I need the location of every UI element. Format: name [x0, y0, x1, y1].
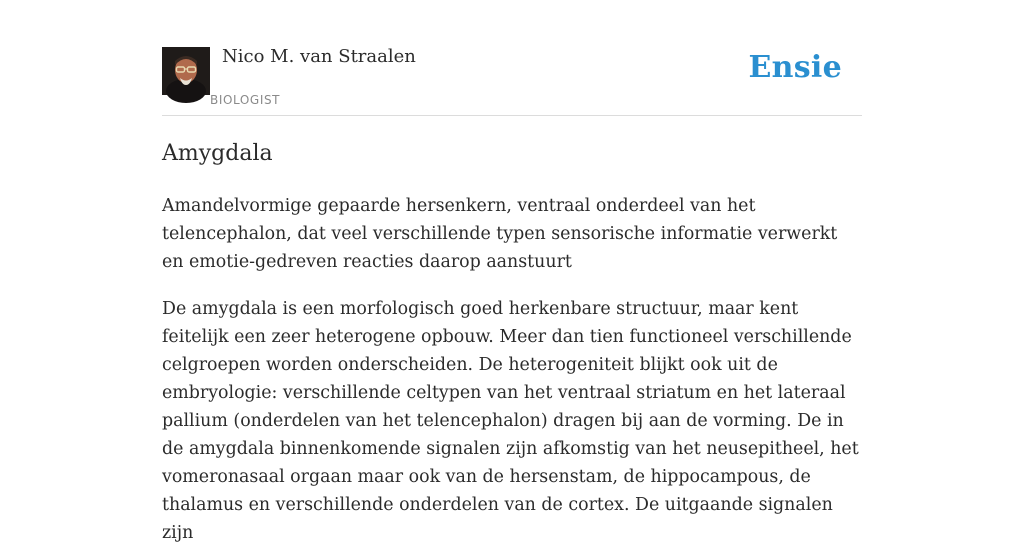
article-header [162, 0, 862, 116]
article-title: Amygdala [162, 141, 273, 166]
author-role: BIOLOGIST [210, 93, 281, 107]
article-body: De amygdala is een morfologisch goed herkenbare structuur, maar kent feitelijk een zeer heterogene opbouw. Meer dan tien functioneel verschillende celgroepen worden onderscheiden. De heterogeniteit blijkt ook uit de embryologie: verschillende celtypen van het ventraal striatum en het lateraal pallium (onderdelen van het telencephalon) dragen bij aan de vorming. De in de amygdala binnenkomende signalen zijn afkomstig van het neusepitheel, het vomeronasaal orgaan maar ook van de hersenstam, de hippocampous, de thalamus en verschillende onderdelen van de cortex. De uitgaande signalen zijn [162, 299, 859, 543]
avatar[interactable] [162, 47, 210, 95]
author-portrait-icon [162, 47, 210, 95]
author-name[interactable]: Nico M. van Straalen [222, 46, 416, 67]
brand-logo[interactable]: Ensie [748, 50, 842, 85]
article-summary: Amandelvormige gepaarde hersenkern, ventraal onderdeel van het telencephalon, dat veel verschillende typen sensorische informatie verwerkt en emotie-gedreven reacties daarop aanstuurt [162, 196, 838, 272]
article-page [162, 0, 862, 543]
